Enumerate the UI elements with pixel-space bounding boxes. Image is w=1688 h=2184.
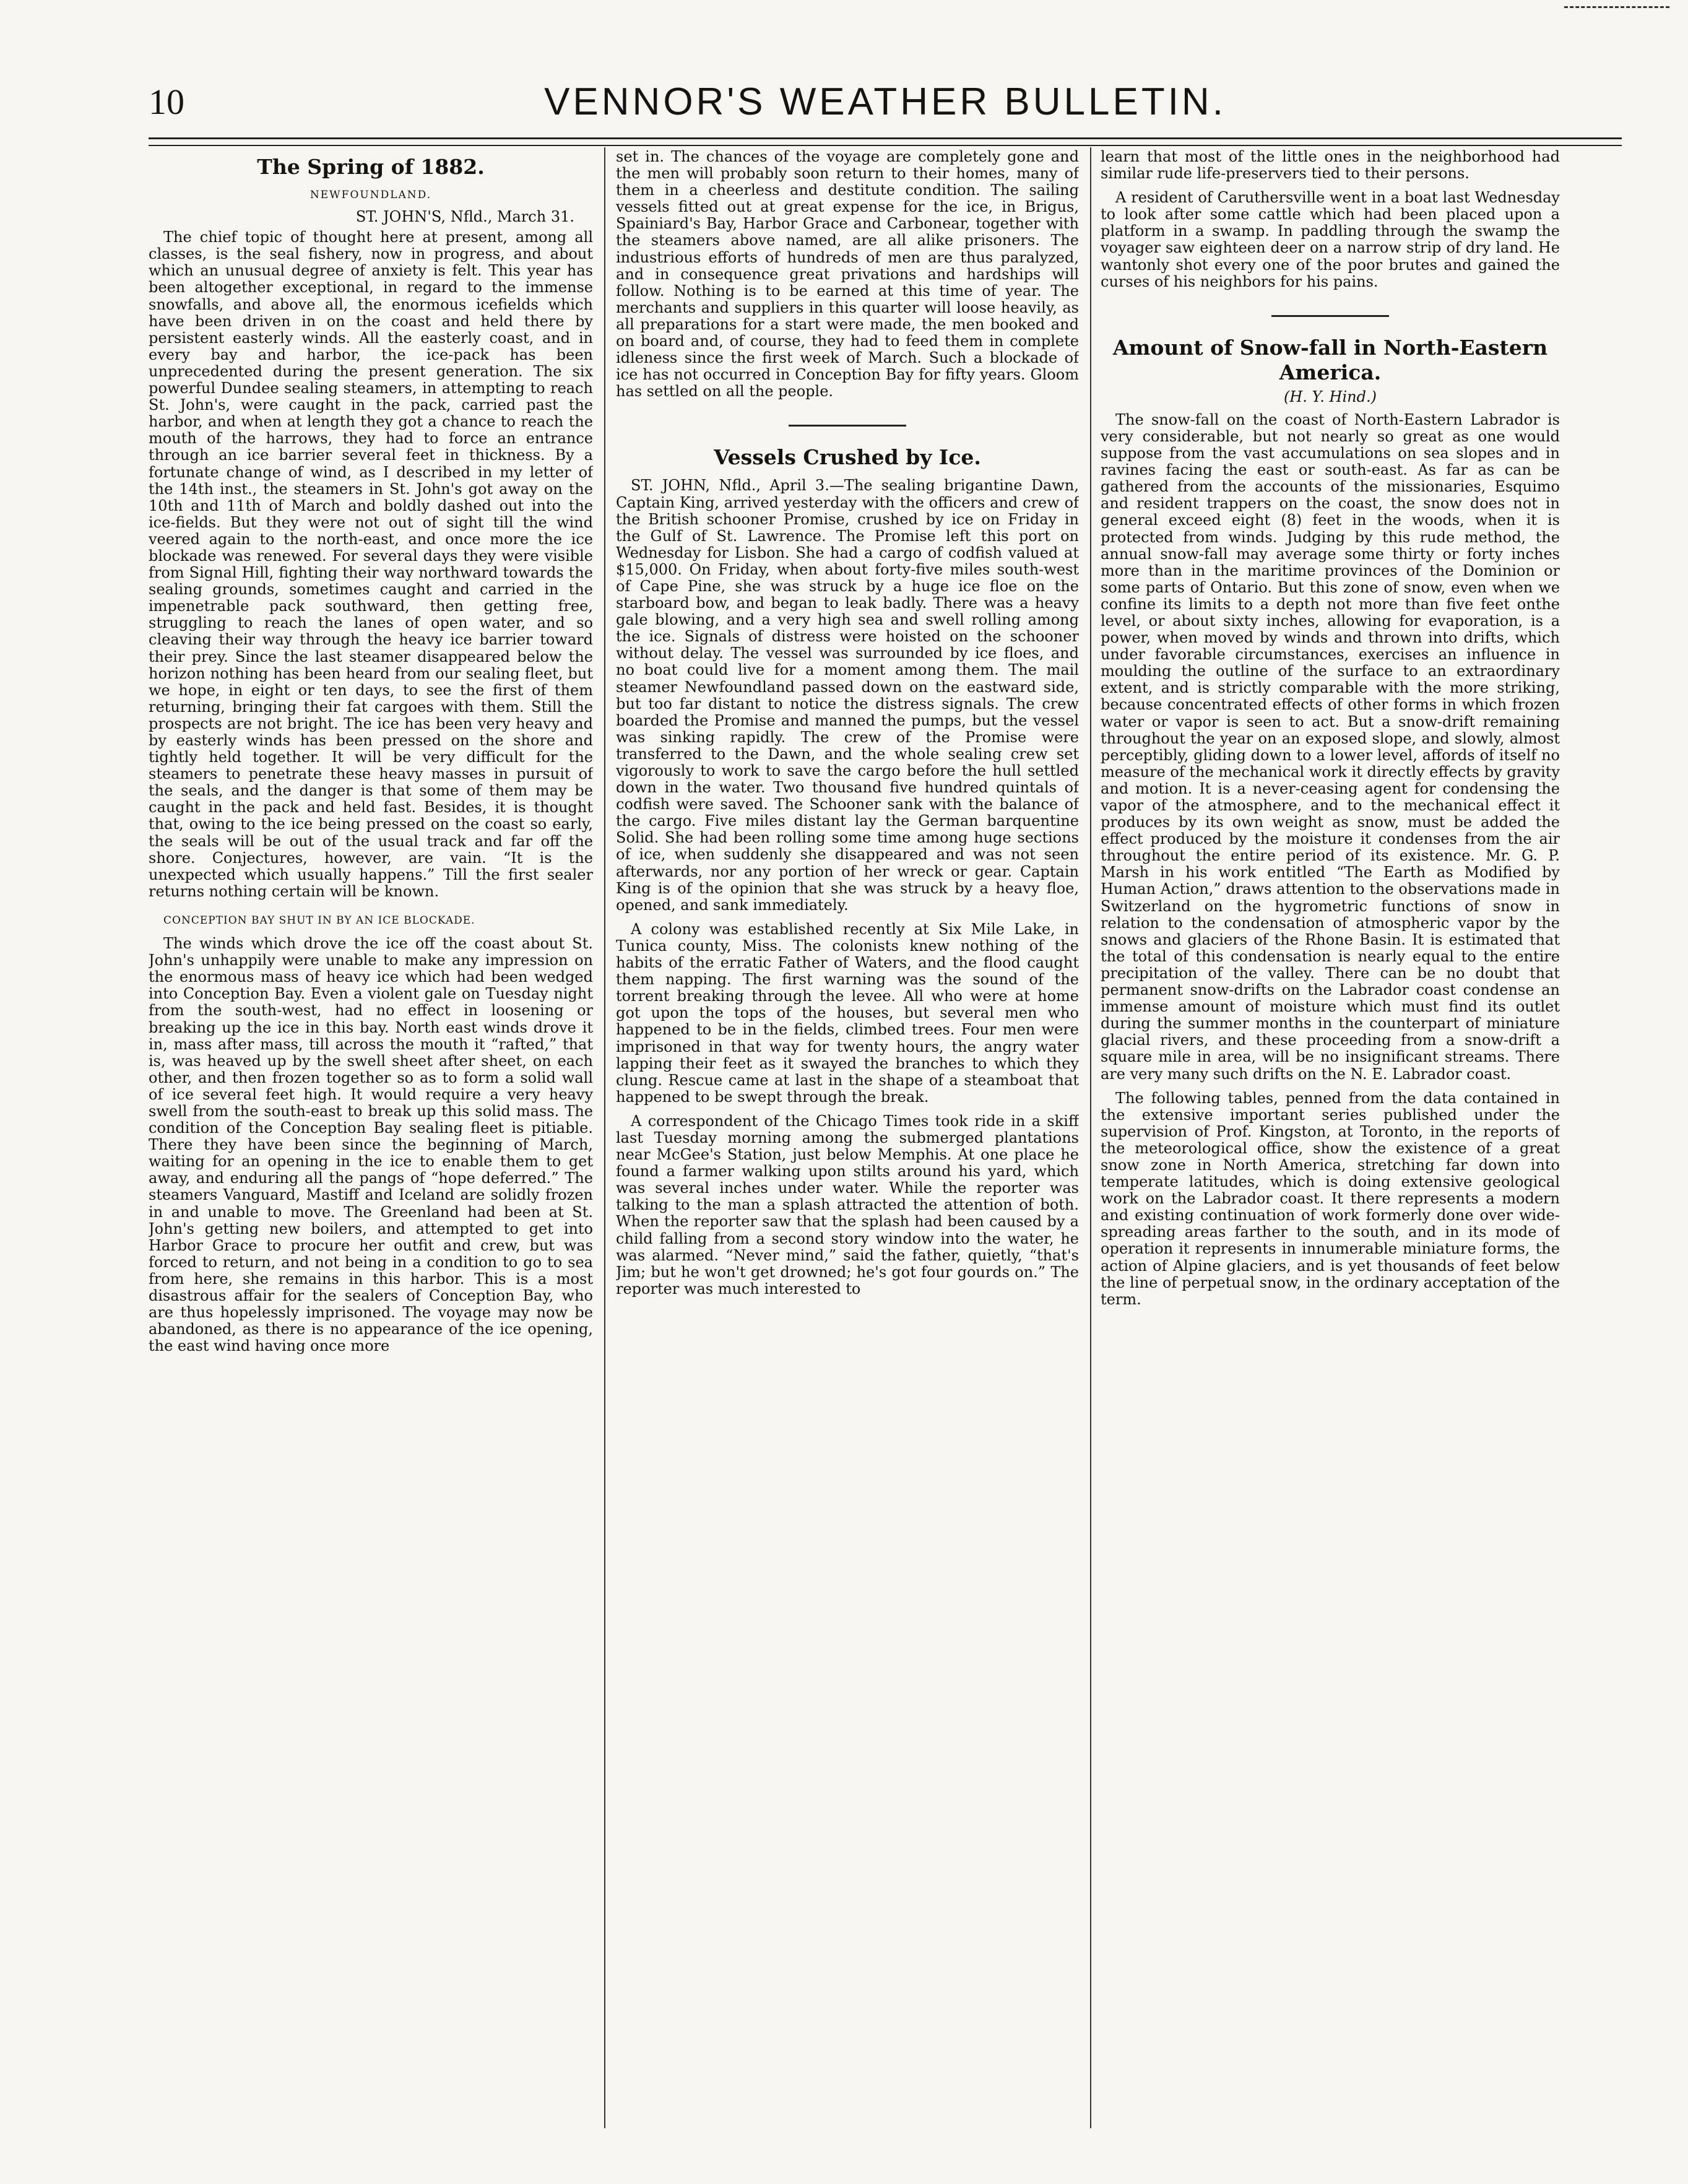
article-paragraph: The winds which drove the ice off the coast about St. John's unhappily were unable to make any impression on the enormous mass of heavy ice which had been wedged into Conception Bay. Even a violent gale on Tuesday night from the south-west, had no effect in loosening or breaking up the ice in this bay. North east winds drove it in, mass after mass, till across the mouth it “rafted,” that is, was heaved up by the swell sheet after sheet, on each other, and then frozen together so as to form a solid wall of ice several feet high. It would require a very heavy swell from the south-east to break up this solid mass. The condition of the Conception Bay sealing fleet is pitiable. There they have been since the beginning of March, waiting for an opening in the ice to enable them to get away, and enduring all the pangs of “hope deferred.” The steamers Vanguard, Mastiff and Iceland are solidly frozen in and unable to move. The Greenland had been at St. John's getting new boilers, and attempted to get into Harbor Grace to procure her outfit and crew, but was forced to return, and not being in a condition to go to sea from here, she remains in this harbor. This is a most disastrous affair for the sealers of Conception Bay, who are thus hopelessly imprisoned. The voyage may now be abandoned, as there is no appearance of the ice opening, the east wind having once more	[149, 935, 593, 1355]
masthead-title: VENNOR'S WEATHER BULLETIN.	[544, 80, 1226, 123]
page-number: 10	[149, 82, 184, 122]
section-label: NEWFOUNDLAND.	[309, 189, 432, 201]
article-subheading: CONCEPTION BAY SHUT IN BY AN ICE BLOCKADE.	[163, 914, 475, 927]
page-header	[149, 80, 1622, 136]
column-1	[149, 149, 593, 2142]
header-rule	[149, 137, 1622, 146]
byline: (H. Y. Hind.)	[1284, 388, 1377, 405]
section-divider	[789, 425, 906, 427]
article-paragraph-continued: learn that most of the little ones in the neighborhood had similar rude life-preservers tied to their persons.	[1101, 149, 1560, 183]
article-paragraph: A correspondent of the Chicago Times took ride in a skiff last Tuesday morning among the submerged plantations near McGee's Station, just below Memphis. At one place he found a farmer walking upon stilts around his yard, which was several inches under water. While the reporter was talking to the man a splash attracted the attention of both. When the reporter saw that the splash had been caused by a child falling from a second story window into the water, he was alarmed. “Never mind,” said the father, quietly, “that's Jim; but he won't get drowned; he's got four gourds on.” The reporter was much interested to	[616, 1112, 1079, 1298]
article-paragraph: The chief topic of thought here at present, among all classes, is the seal fishery, now in progress, and about which an unusual degree of anxiety is felt. This year has been altogether exceptional, in regard to the immense snowfalls, and above all, the enormous icefields which have been driven in on the coast and held there by persistent easterly winds. All the easterly coast, and in every bay and harbor, the ice-pack has been unprecedented during the present generation. The six powerful Dundee sealing steamers, in attempting to reach St. John's, were caught in the pack, carried past the harbor, and when at length they got a chance to reach the mouth of the harrows, they had to force an entrance through an ice barrier several feet in thickness. By a fortunate change of wind, as I described in my letter of the 14th inst., the steamers in St. John's got away on the 10th and 11th of March and boldly dashed out into the ice-fields. But they were not out of sight till the wind veered again to the north-east, and once more the ice blockade was renewed. For several days they were visible from Signal Hill, fighting their way northward towards the sealing grounds, sometimes caught and carried in the impenetrable pack southward, then getting free, struggling to reach the lanes of open water, and so cleaving their way through the heavy ice barrier toward their prey. Since the last steamer disappeared below the horizon nothing has been heard from our sealing fleet, but we hope, in eight or ten days, to see the first of them returning, bringing their fat cargoes with them. Still the prospects are not bright. The ice has been very heavy and by easterly winds has been pressed on the shore and tightly held together. It will be very difficult for the steamers to penetrate these heavy masses in pursuit of the seals, and the danger is that some of them may be caught in the pack and held fast. Besides, it is thought that, owing to the ice being pressed on the coast so early, the seals will be out of the usual track and far off the shore. Conjectures, however, are vain. “It is the unexpected which usually happens.” Till the first sealer returns nothing certain will be known.	[149, 228, 593, 900]
column-divider	[1090, 147, 1091, 2128]
section-divider	[1271, 315, 1389, 317]
article-paragraph: A colony was established recently at Six Mile Lake, in Tunica county, Miss. The colonists knew nothing of the habits of the erratic Father of Waters, and the flood caught them napping. The first warning was the sound of the torrent breaking through the levee. All who were at home got upon the tops of the houses, but several men who happened to be in the fields, climbed trees. Four men were imprisoned in that way for twenty hours, the angry water lapping their feet as it swayed the branches to which they clung. Rescue came at last in the shape of a steamboat that happened to be swept through the break.	[616, 920, 1079, 1106]
column-3	[1101, 149, 1560, 2142]
article-paragraph: A resident of Caruthersville went in a boat last Wednesday to look after some cattle which had been placed upon a platform in a swamp. In paddling through the swamp the voyager saw eighteen deer on a narrow strip of dry land. He wantonly shot every one of the poor brutes and gained the curses of his neighbors for his pains.	[1101, 189, 1560, 290]
article-title: Amount of Snow-fall in North-Eastern America.	[1112, 335, 1548, 384]
article-title: The Spring of 1882.	[257, 155, 485, 179]
article-paragraph: The snow-fall on the coast of North-Eastern Labrador is very considerable, but not nearly so great as one would suppose from the vast accumulations on sea slopes and in ravines facing the east or south-east. As far as can be gathered from the accounts of the missionaries, Esquimo and resident trappers on the coast, the snow does not in general exceed eight (8) feet in the woods, when it is protected from winds. Judging by this rude method, the annual snow-fall may average some thirty or forty inches more than in the maritime provinces of the Dominion or some parts of Ontario. But this zone of snow, even when we confine its limits to a depth not more than five feet onthe level, or about sixty inches, allowing for evaporation, is a power, when moved by winds and thrown into drifts, which under favorable circumstances, exercises an influence in moulding the outline of the surface to an extraordinary extent, and is strictly comparable with the more striking, because concentrated effects of other forms in which frozen water or vapor is seen to act. But a snow-drift remaining throughout the year on an exposed slope, and slowly, almost perceptibly, gliding down to a lower level, affords of itself no measure of the mechanical work it directly effects by gravity and motion. It is a never-ceasing agent for condensing the vapor of the atmosphere, and to the mechanical effect it produces by its own weight as snow, must be added the effect produced by the moisture it condenses from the air throughout the entire period of its existence. Mr. G. P. Marsh in his work entitled “The Earth as Modified by Human Action,” draws attention to the observations made in Switzerland on the hygrometric functions of snow in relation to the condensation of atmospheric vapor by the snows and glaciers of the Rhone Basin. It is estimated that the total of this condensation is nearly equal to the entire precipitation of the valley. There can be no doubt that permanent snow-drifts on the Labrador coast condense an immense amount of moisture which must find its outlet during the summer months in the counterpart of miniature glacial rivers, and these proceeding from a snow-drift a square mile in area, will be no insignificant streams. There are very many such drifts on the N. E. Labrador coast.	[1101, 410, 1560, 1083]
article-paragraph: ST. JOHN, Nfld., April 3.—The sealing brigantine Dawn, Captain King, arrived yesterday with the officers and crew of the British schooner Promise, crushed by ice on Friday in the Gulf of St. Lawrence. The Promise left this port on Wednesday for Lisbon. She had a cargo of codfish valued at $15,000. On Friday, when about forty-five miles south-west of Cape Pine, she was struck by a huge ice floe on the starboard bow, and began to leak badly. There was a heavy gale blowing, and a very high sea and swell rolling among the ice. Signals of distress were hoisted on the schooner without delay. The vessel was surrounded by ice floes, and no boat could live for a moment among them. The mail steamer Newfoundland passed down on the eastward side, but too far distant to notice the distress signals. The crew boarded the Promise and manned the pumps, but the vessel was sinking rapidly. The crew of the Promise were transferred to the Dawn, and the whole sealing crew set vigorously to work to save the cargo before the hull settled down in the water. Two thousand five hundred quintals of codfish were saved. The Schooner sank with the balance of the cargo. Five miles distant lay the German barquentine Solid. She had been rolling some time among huge sections of ice, when suddenly she disappeared and was not seen afterwards, nor any portion of her wreck or gear. Captain King is of the opinion that she was struck by a heavy floe, opened, and sank immediately.	[616, 477, 1079, 914]
top-edge-rule	[1564, 6, 1669, 11]
column-divider	[604, 147, 605, 2128]
article-paragraph-continued: set in. The chances of the voyage are completely gone and the men will probably soon return to their homes, many of them in a cheerless and destitute condition. The sailing vessels fitted out at great expense for the ice, in Brigus, Spainiard's Bay, Harbor Grace and Carbonear, together with the steamers above named, are all alike prisoners. The industrious efforts of hundreds of men are thus paralyzed, and in consequence great privations and hardships will follow. Nothing is to be earned at this time of year. The merchants and suppliers in this quarter will loose heavily, as all preparations for a start were made, the men booked and on board and, of course, they had to feed them in complete idleness since the first week of March. Such a blockade of ice has not occurred in Conception Bay for fifty years. Gloom has settled on all the people.	[616, 149, 1079, 401]
column-2	[616, 149, 1079, 2142]
article-title: Vessels Crushed by Ice.	[714, 445, 981, 470]
dateline: ST. JOHN'S, Nfld., March 31.	[355, 208, 574, 226]
article-paragraph: The following tables, penned from the data contained in the extensive important series published under the supervision of Prof. Kingston, at Toronto, in the reports of the meteorological office, show the existence of a great snow zone in North America, stretching far down into temperate latitudes, which is doing extensive geological work on the Labrador coast. It there represents a modern and existing continuation of work formerly done over wide-spreading areas farther to the south, and in its mode of operation it represents in innumerable miniature forms, the action of Alpine glaciers, and is yet thousands of feet below the line of perpetual snow, in the ordinary acceptation of the term.	[1101, 1089, 1560, 1308]
